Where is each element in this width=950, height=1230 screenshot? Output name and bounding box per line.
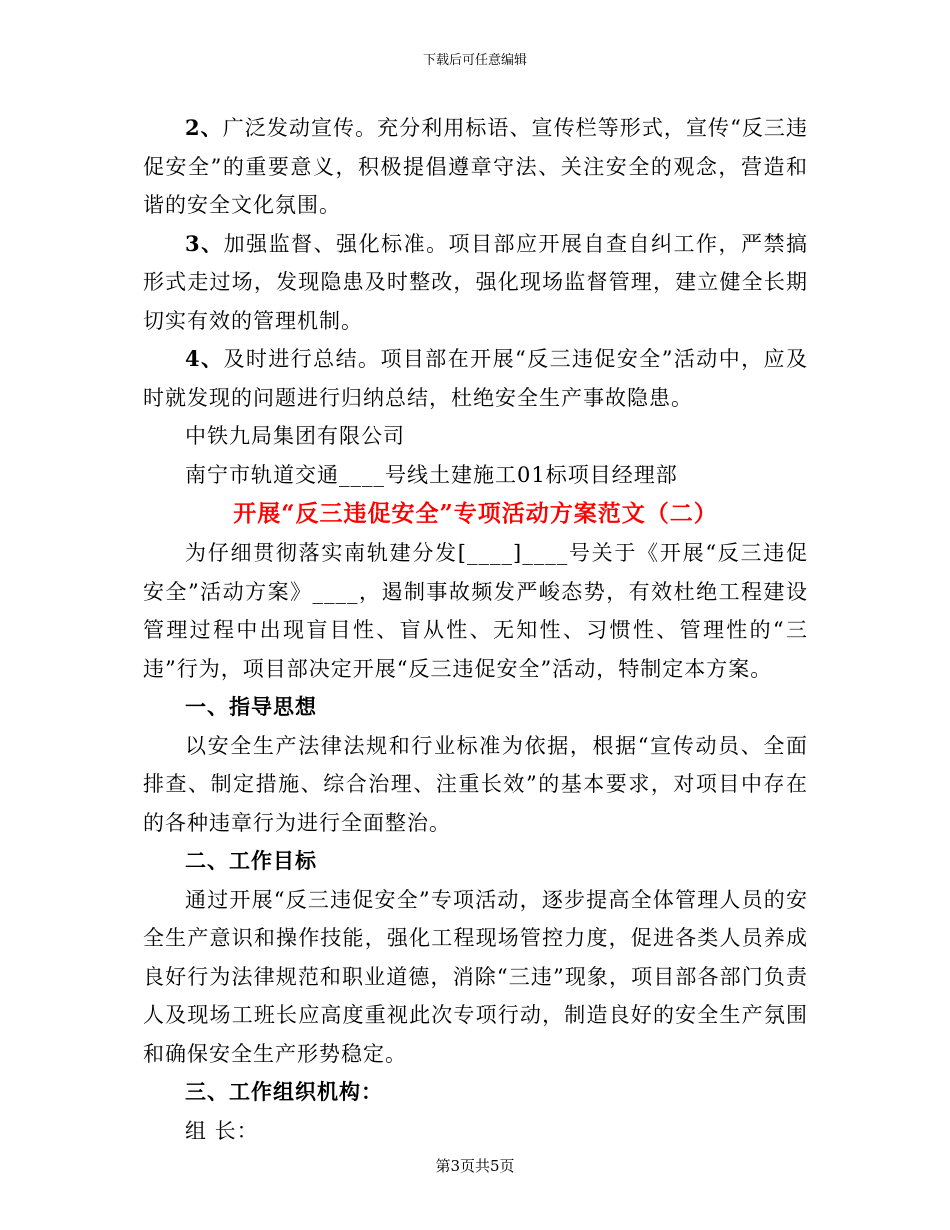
document-title: 开展“反三违促安全”专项活动方案范文（二） <box>233 500 718 527</box>
intro-text-1: 为仔细贯彻落实南轨建分发[ <box>185 541 467 565</box>
intro-text-2: ] <box>512 541 523 565</box>
section-heading-1: 一、指导思想 <box>185 694 317 719</box>
paragraph-text: 加强监督、强化标准。项目部应开展自查自纠工作，严禁搞形式走过场，发现隐患及时整改，强化现场监督管理，建立健全长期切实有效的管理机制。 <box>143 231 808 333</box>
document-body <box>143 109 808 1150</box>
dept-blank: ____ <box>339 462 385 487</box>
paragraph-item-4 <box>143 340 808 417</box>
item-number: 3、 <box>185 230 224 256</box>
intro-text-3: 号关于《开展“反三违促安全”活动方案》 <box>143 541 808 604</box>
item-number: 2、 <box>185 115 223 140</box>
page-footer: 第3页共5页 <box>435 1157 515 1175</box>
item-number: 4、 <box>185 346 224 371</box>
paragraph-item-2 <box>143 109 808 225</box>
intro-blank-3: ____ <box>312 579 359 604</box>
section-text-2: 通过开展“反三违促安全”专项活动，逐步提高全体管理人员的安全生产意识和操作技能，强化工程现场管控力度，促进各类人员养成良好行为法律规范和职业道德，消除“三违”现象，项目部各部门负责人及现场工班长应高度重视此次专项行动，制造良好的安全生产氛围和确保安全生产形势稳定。 <box>143 887 808 1066</box>
intro-blank-1: ____ <box>466 541 513 565</box>
signature-company: 中铁九局集团有限公司 <box>185 424 405 448</box>
section-text-3: 组 长： <box>185 1118 259 1143</box>
page-header: 下载后可任意编辑 <box>422 53 527 68</box>
paragraph-text: 及时进行总结。项目部在开展“反三违促安全”活动中，应及时就发现的问题进行归纳总结，杜绝安全生产事故隐患。 <box>143 347 808 410</box>
intro-text-4: ，遏制事故频发严峻态势，有效杜绝工程建设管理过程中出现盲目性、盲从性、无知性、习惯性、管理性的“三违”行为，项目部决定开展“反三违促安全”活动，特制定本方案。 <box>143 579 808 681</box>
paragraph-item-3 <box>143 225 808 341</box>
section-heading-2: 二、工作目标 <box>185 848 317 873</box>
signature-department <box>143 456 808 495</box>
intro-paragraph <box>143 534 808 688</box>
section-text-1: 以安全生产法律法规和行业标准为依据，根据“宣传动员、全面排查、制定措施、综合治理、注重长效”的基本要求，对项目中存在的各种违章行为进行全面整治。 <box>143 733 808 835</box>
section-heading-3: 三、工作组织机构： <box>185 1079 383 1104</box>
dept-prefix: 南宁市轨道交通 <box>185 462 339 487</box>
intro-blank-2: ____ <box>522 541 569 565</box>
dept-suffix: 号线土建施工01标项目经理部 <box>385 462 678 487</box>
paragraph-text: 广泛发动宣传。充分利用标语、宣传栏等形式，宣传“反三违促安全”的重要意义，积极提倡遵章守法、关注安全的观念，营造和谐的安全文化氛围。 <box>143 116 808 217</box>
